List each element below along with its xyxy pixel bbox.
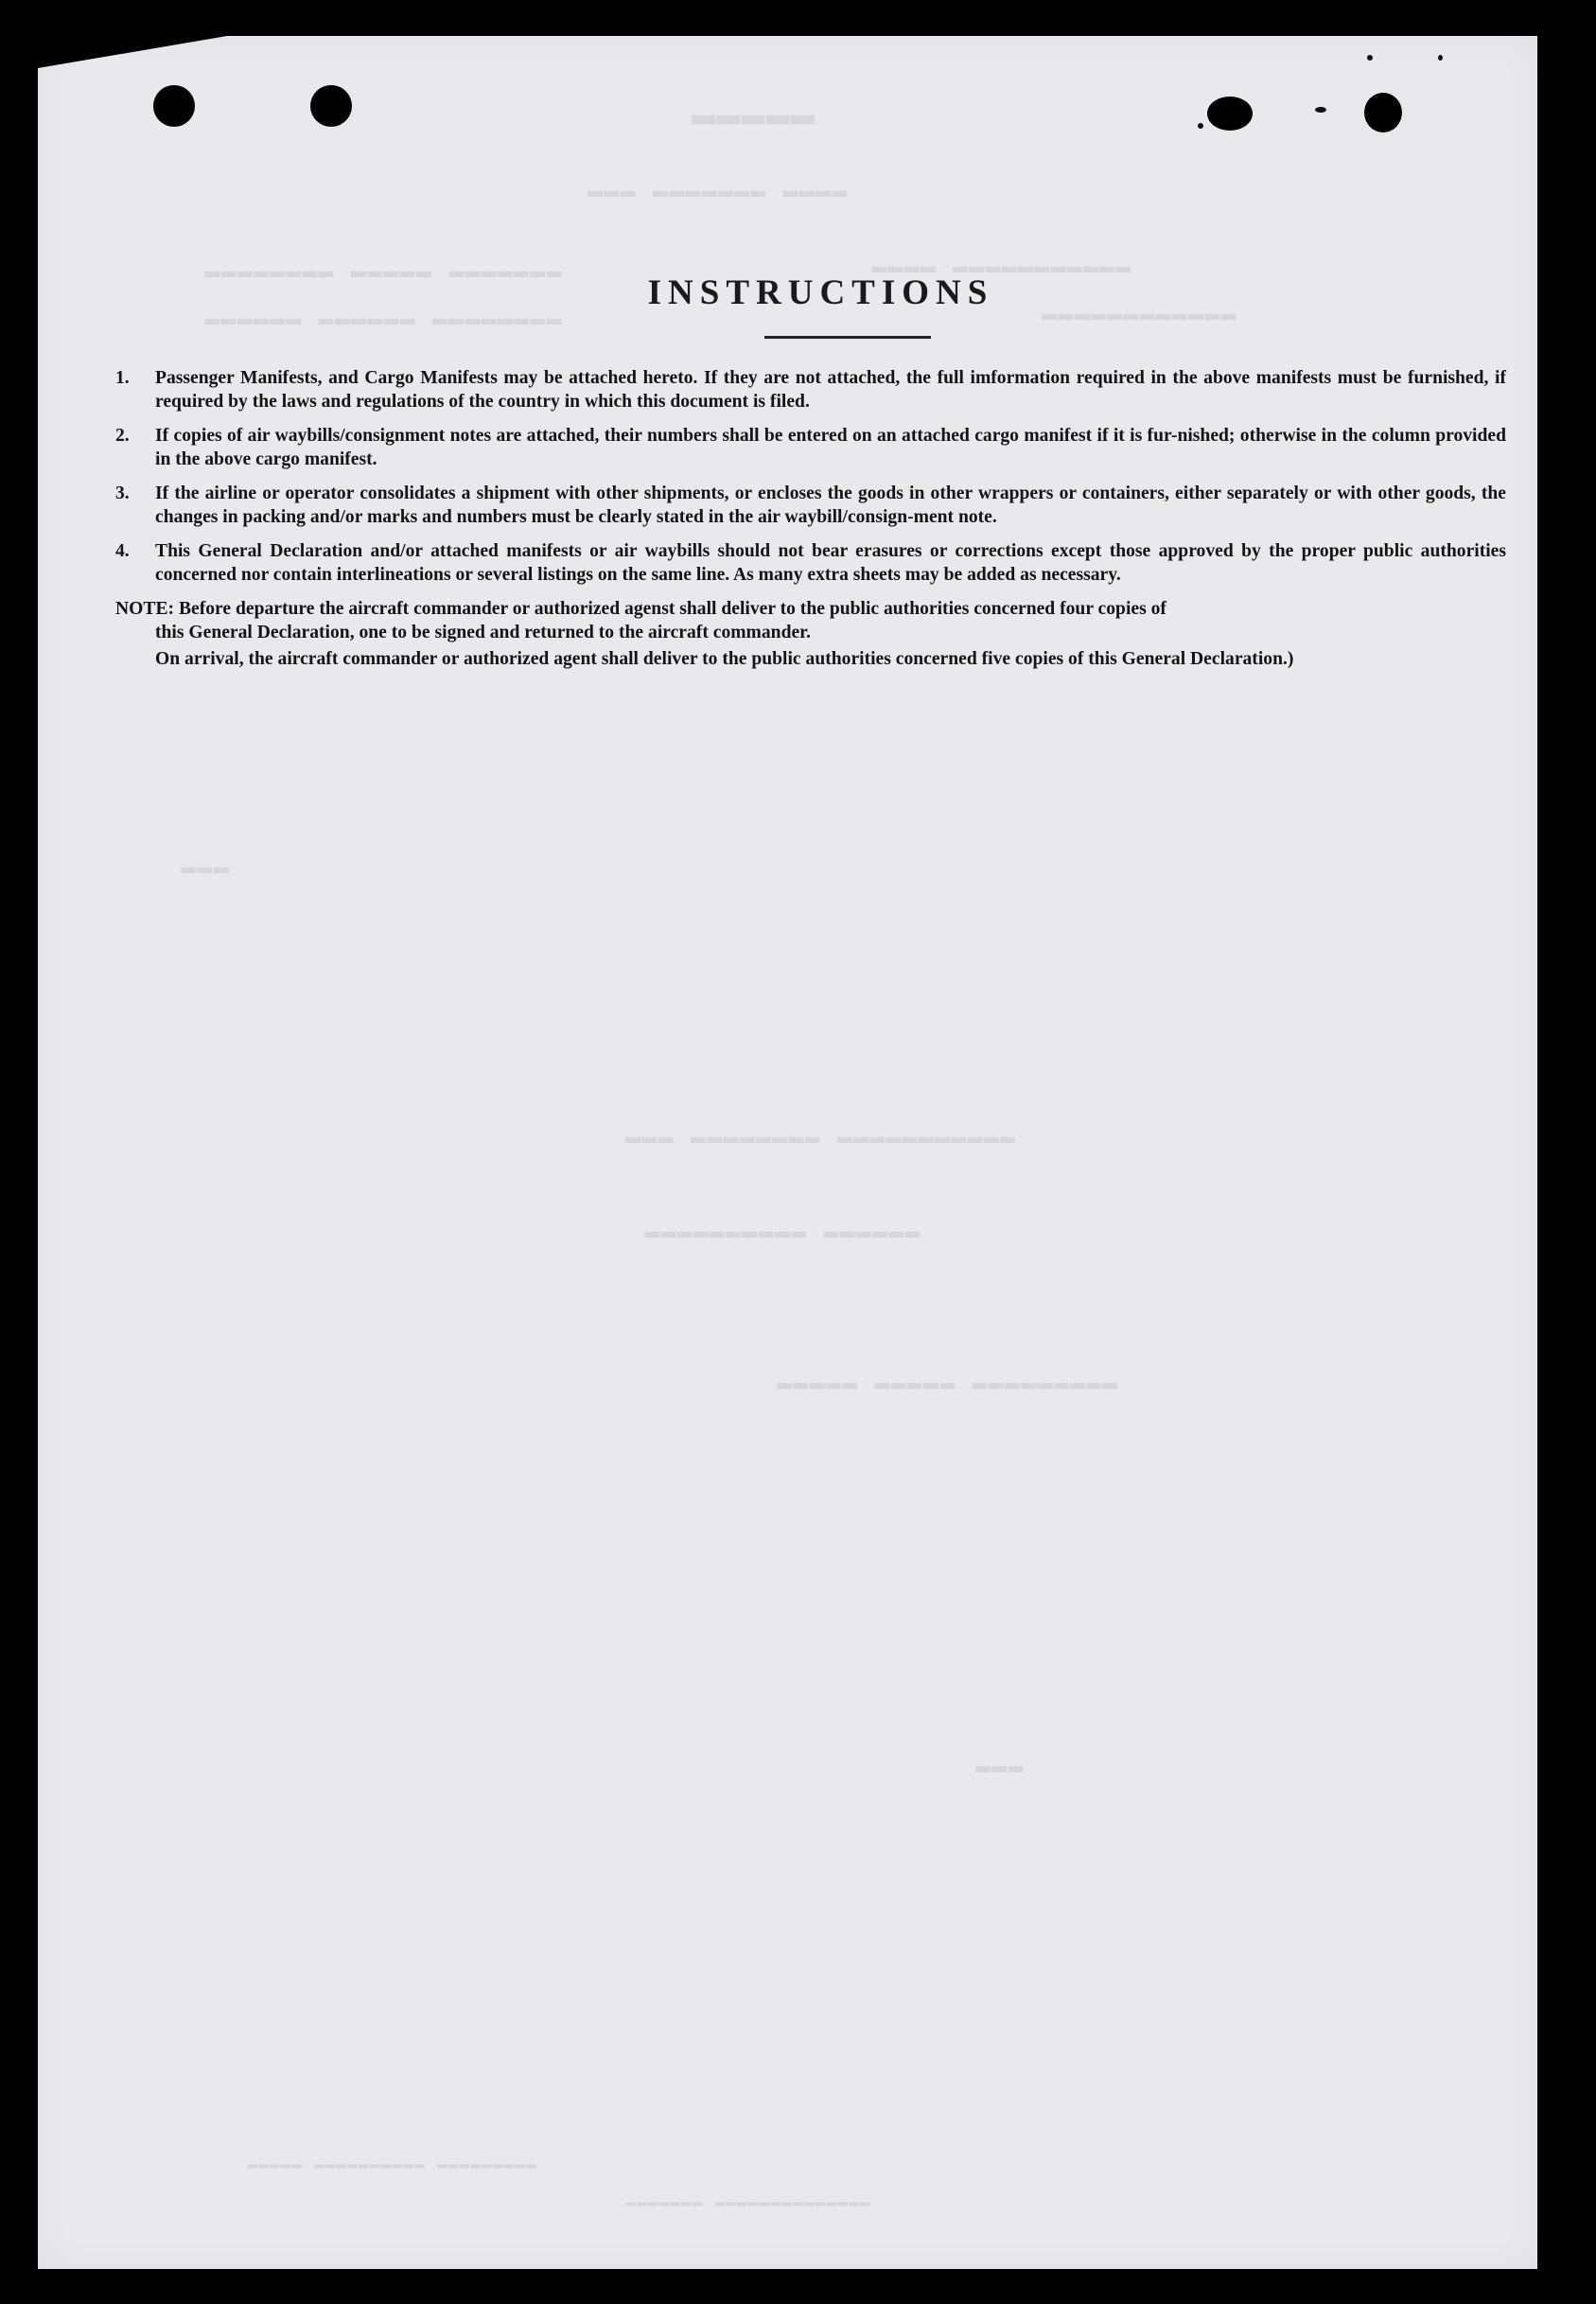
ink-speck	[1315, 107, 1326, 113]
page-title: INSTRUCTIONS	[647, 273, 994, 312]
show-through-text: ▬▬▬▬▬▬▬▬▬ ▬▬▬▬▬▬▬▬▬▬ ▬▬▬▬▬	[246, 2155, 536, 2174]
ink-speck	[1367, 55, 1373, 61]
show-through-text: ▬▬▬▬▬▬▬▬▬▬▬▬▬▬ ▬▬▬▬▬▬▬	[624, 2193, 870, 2212]
note-first-line	[115, 598, 1506, 622]
show-through-text: ▬▬▬▬▬▬ ▬▬▬▬▬▬▬▬▬▬	[643, 1219, 921, 1247]
item-number: 4.	[115, 541, 130, 561]
note-text: Before departure the aircraft commander or authorized agenst shall deliver to the public authorities concerned four copies of	[178, 599, 1166, 619]
punch-hole-left-2	[310, 85, 352, 127]
document-page	[38, 36, 1537, 2269]
show-through-text: ▬▬▬▬▬▬▬▬▬ ▬▬▬▬▬ ▬▬▬▬▬	[776, 1370, 1118, 1398]
punch-hole-right-1	[1207, 97, 1253, 131]
show-through-text: ▬▬▬▬▬▬▬▬ ▬▬▬▬▬▬ ▬▬▬▬▬▬	[203, 306, 562, 334]
show-through-text: ▬▬▬▬▬▬▬▬▬▬▬ ▬▬▬▬	[870, 254, 1131, 282]
show-through-text: ▬▬▬▬▬▬▬▬▬▬▬▬	[1041, 301, 1236, 329]
note-block	[115, 598, 1506, 672]
note-arrival-text: On arrival, the aircraft commander or authorized agent shall deliver to the public authorities concerned five copies of this General Declaration.)	[155, 649, 1294, 669]
instruction-item	[115, 425, 1506, 471]
item-number: 1.	[115, 368, 130, 388]
show-through-text: ▬▬▬	[180, 854, 229, 883]
title-underline	[764, 336, 931, 339]
show-through-text: ▬▬▬▬▬▬▬▬▬▬▬ ▬▬▬▬▬▬▬▬ ▬▬▬	[624, 1124, 1015, 1152]
item-text: This General Declaration and/or attached manifests or air waybills should not bear erasures or corrections except those approved by the proper public authorities concerned nor contain interlineations or several listings on the same line. As many extra sheets may be added as necessary.	[155, 541, 1506, 585]
item-text: If copies of air waybills/consignment notes are attached, their numbers shall be entered on an attached cargo manifest if it is fur-nished; otherwise in the column provided in the above cargo manifest.	[155, 426, 1506, 469]
note-second-line: this General Declaration, one to be signed and returned to the aircraft commander.	[155, 622, 811, 642]
item-number: 3.	[115, 484, 130, 503]
show-through-text: ▬▬▬▬▬▬▬ ▬▬▬▬▬ ▬▬▬▬▬▬▬▬	[203, 258, 562, 287]
instructions-list	[115, 367, 1506, 672]
punch-hole-left-1	[153, 85, 195, 127]
torn-corner	[38, 36, 227, 68]
item-text: Passenger Manifests, and Cargo Manifests may be attached hereto. If they are not attached, the full imformation required in the above manifests must be furnished, if required by the laws and regulations of the country in which this document is filed.	[155, 368, 1506, 412]
ink-speck	[1438, 55, 1443, 61]
item-text: If the airline or operator consolidates a shipment with other shipments, or encloses the goods in other wrappers or containers, either separately or with other goods, the changes in packing and/or marks and numbers must be clearly stated in the air waybill/consign-ment note.	[155, 484, 1506, 527]
item-number: 2.	[115, 426, 130, 446]
instruction-item	[115, 540, 1506, 587]
show-through-text: ▬▬▬▬▬	[691, 93, 816, 138]
show-through-text: ▬▬▬	[974, 1753, 1024, 1782]
note-label: NOTE:	[115, 599, 175, 619]
punch-hole-right-2	[1364, 93, 1402, 132]
show-through-text: ▬▬▬▬ ▬▬▬▬▬▬▬ ▬▬▬	[587, 178, 848, 206]
ink-speck	[1198, 123, 1203, 129]
instruction-item	[115, 483, 1506, 529]
instruction-item	[115, 367, 1506, 413]
